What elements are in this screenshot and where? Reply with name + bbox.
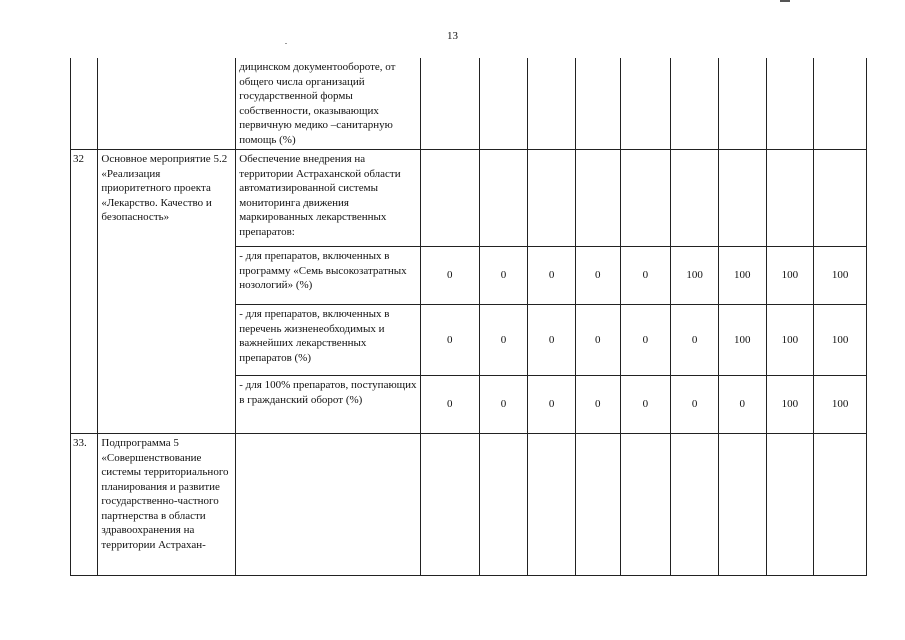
activity-name-cell xyxy=(98,58,236,150)
value-cell xyxy=(528,434,576,576)
value-cell: 0 xyxy=(528,305,576,376)
value-cell xyxy=(479,150,528,247)
indicator-cell: - для 100% препаратов, поступающих в гражданский оборот (%) xyxy=(236,376,421,434)
value-cell xyxy=(718,434,766,576)
value-cell xyxy=(620,58,671,150)
value-cell xyxy=(420,58,479,150)
value-cell: 100 xyxy=(814,247,867,305)
table-row xyxy=(71,150,867,247)
indicator-cell: - для препаратов, включенных в программу «Семь высокозатратных нозологий» (%) xyxy=(236,247,421,305)
value-cell xyxy=(620,434,671,576)
table-row xyxy=(71,58,867,150)
page-number: 13 xyxy=(447,30,458,42)
value-cell: 0 xyxy=(528,247,576,305)
value-cell xyxy=(528,58,576,150)
value-cell: 0 xyxy=(575,305,620,376)
value-cell xyxy=(479,434,528,576)
value-cell xyxy=(620,150,671,247)
value-cell: 100 xyxy=(718,305,766,376)
value-cell: 0 xyxy=(479,305,528,376)
scan-speck xyxy=(285,43,287,44)
value-cell xyxy=(814,150,867,247)
indicator-cell: дицинском документообороте, от общего числа организаций государственной формы собственности, оказывающих первичную медико –санитарную помощь (%) xyxy=(236,58,421,150)
value-cell: 0 xyxy=(420,305,479,376)
value-cell: 100 xyxy=(766,376,814,434)
value-cell: 100 xyxy=(671,247,719,305)
value-cell xyxy=(671,434,719,576)
value-cell xyxy=(420,434,479,576)
value-cell: 0 xyxy=(671,305,719,376)
value-cell xyxy=(814,434,867,576)
value-cell xyxy=(671,58,719,150)
row-number-cell xyxy=(71,58,98,150)
value-cell: 0 xyxy=(575,376,620,434)
value-cell xyxy=(575,150,620,247)
scan-corner-mark xyxy=(780,0,790,2)
value-cell: 0 xyxy=(620,247,671,305)
value-cell: 0 xyxy=(718,376,766,434)
value-cell: 0 xyxy=(620,376,671,434)
value-cell: 0 xyxy=(479,376,528,434)
indicator-cell: - для препаратов, включенных в перечень жизненеобходимых и важнейших лекарственных препаратов (%) xyxy=(236,305,421,376)
value-cell: 100 xyxy=(718,247,766,305)
value-cell: 0 xyxy=(575,247,620,305)
value-cell: 0 xyxy=(420,376,479,434)
value-cell: 100 xyxy=(814,305,867,376)
value-cell xyxy=(718,150,766,247)
value-cell: 0 xyxy=(671,376,719,434)
row-number-cell: 33. xyxy=(71,434,98,576)
value-cell xyxy=(528,150,576,247)
value-cell xyxy=(575,434,620,576)
value-cell xyxy=(766,58,814,150)
activity-name-cell: Основное мероприятие 5.2 «Реализация приоритетного проекта «Лекарство. Качество и безопасность» xyxy=(98,150,236,434)
value-cell xyxy=(479,58,528,150)
value-cell: 0 xyxy=(620,305,671,376)
value-cell xyxy=(718,58,766,150)
value-cell xyxy=(766,150,814,247)
activity-name-cell: Подпрограмма 5 «Совершенствование системы территориального планирования и развитие государственно-частного партнерства в области здравоохранения на территории Астрахан- xyxy=(98,434,236,576)
value-cell xyxy=(671,150,719,247)
value-cell xyxy=(766,434,814,576)
value-cell: 0 xyxy=(420,247,479,305)
table-row xyxy=(71,434,867,576)
value-cell xyxy=(420,150,479,247)
row-number-cell: 32 xyxy=(71,150,98,434)
value-cell xyxy=(575,58,620,150)
indicator-cell: Обеспечение внедрения на территории Астраханской области автоматизированной системы мониторинга движения маркированных лекарственных препаратов: xyxy=(236,150,421,247)
indicators-table xyxy=(70,58,867,576)
value-cell: 100 xyxy=(766,305,814,376)
indicator-cell xyxy=(236,434,421,576)
value-cell: 0 xyxy=(479,247,528,305)
value-cell: 100 xyxy=(766,247,814,305)
value-cell: 100 xyxy=(814,376,867,434)
value-cell: 0 xyxy=(528,376,576,434)
value-cell xyxy=(814,58,867,150)
